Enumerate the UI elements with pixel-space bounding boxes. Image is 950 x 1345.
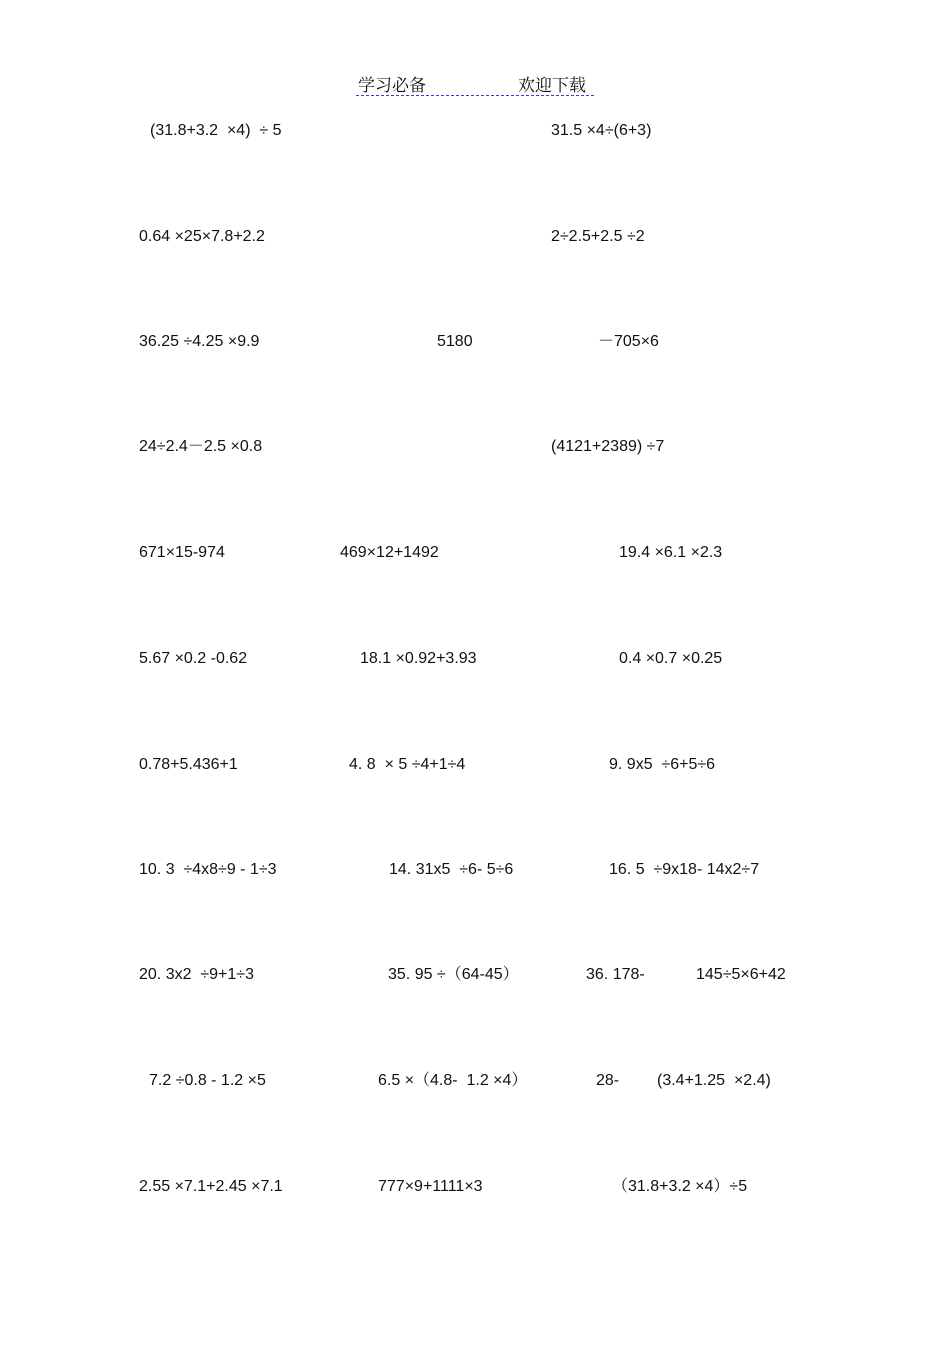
math-expression: 35. 95 ÷（64-45） xyxy=(388,966,519,983)
math-expression: （31.8+3.2 ×4）÷5 xyxy=(612,1178,748,1195)
math-expression: (3.4+1.25 ×2.4) xyxy=(657,1072,771,1089)
math-expression: 0.4 ×0.7 ×0.25 xyxy=(619,650,723,667)
math-expression: 4. 8 × 5 ÷4+1÷4 xyxy=(349,756,466,773)
header-right-text: 欢迎下载 xyxy=(518,76,586,96)
math-expression: 19.4 ×6.1 ×2.3 xyxy=(619,544,723,561)
math-expression: 5.67 ×0.2 -0.62 xyxy=(139,650,248,667)
math-expression: 9. 9x5 ÷6+5÷6 xyxy=(609,756,716,773)
math-expression: 24÷2.4－2.5 ×0.8 xyxy=(139,438,263,455)
math-expression: 36.25 ÷4.25 ×9.9 xyxy=(139,333,260,350)
math-expression: 20. 3x2 ÷9+1÷3 xyxy=(139,966,254,983)
math-expression: 10. 3 ÷4x8÷9 - 1÷3 xyxy=(139,861,277,878)
math-expression: 2.55 ×7.1+2.45 ×7.1 xyxy=(139,1178,283,1195)
math-expression: 28- xyxy=(596,1072,620,1089)
math-expression: (31.8+3.2 ×4) ÷ 5 xyxy=(150,122,282,139)
math-expression: 0.78+5.436+1 xyxy=(139,756,238,773)
math-expression: 777×9+1111×3 xyxy=(378,1178,483,1195)
math-expression: 36. 178- xyxy=(586,966,645,983)
math-expression: 18.1 ×0.92+3.93 xyxy=(360,650,477,667)
math-expression: 145÷5×6+42 xyxy=(696,966,786,983)
math-expression: 7.2 ÷0.8 - 1.2 ×5 xyxy=(149,1072,266,1089)
page-header xyxy=(356,71,594,96)
math-expression: 671×15-974 xyxy=(139,544,225,561)
math-expression: 31.5 ×4÷(6+3) xyxy=(551,122,652,139)
header-left-text: 学习必备 xyxy=(358,76,426,96)
math-expression: 0.64 ×25×7.8+2.2 xyxy=(139,228,265,245)
math-expression: 14. 31x5 ÷6- 5÷6 xyxy=(389,861,514,878)
math-expression: －705×6 xyxy=(598,333,659,350)
math-expression: 16. 5 ÷9x18- 14x2÷7 xyxy=(609,861,760,878)
math-expression: (4121+2389) ÷7 xyxy=(551,438,665,455)
math-expression: 6.5 ×（4.8- 1.2 ×4） xyxy=(378,1072,528,1089)
math-expression: 2÷2.5+2.5 ÷2 xyxy=(551,228,645,245)
math-expression: 469×12+1492 xyxy=(340,544,439,561)
math-expression: 5180 xyxy=(437,333,473,350)
